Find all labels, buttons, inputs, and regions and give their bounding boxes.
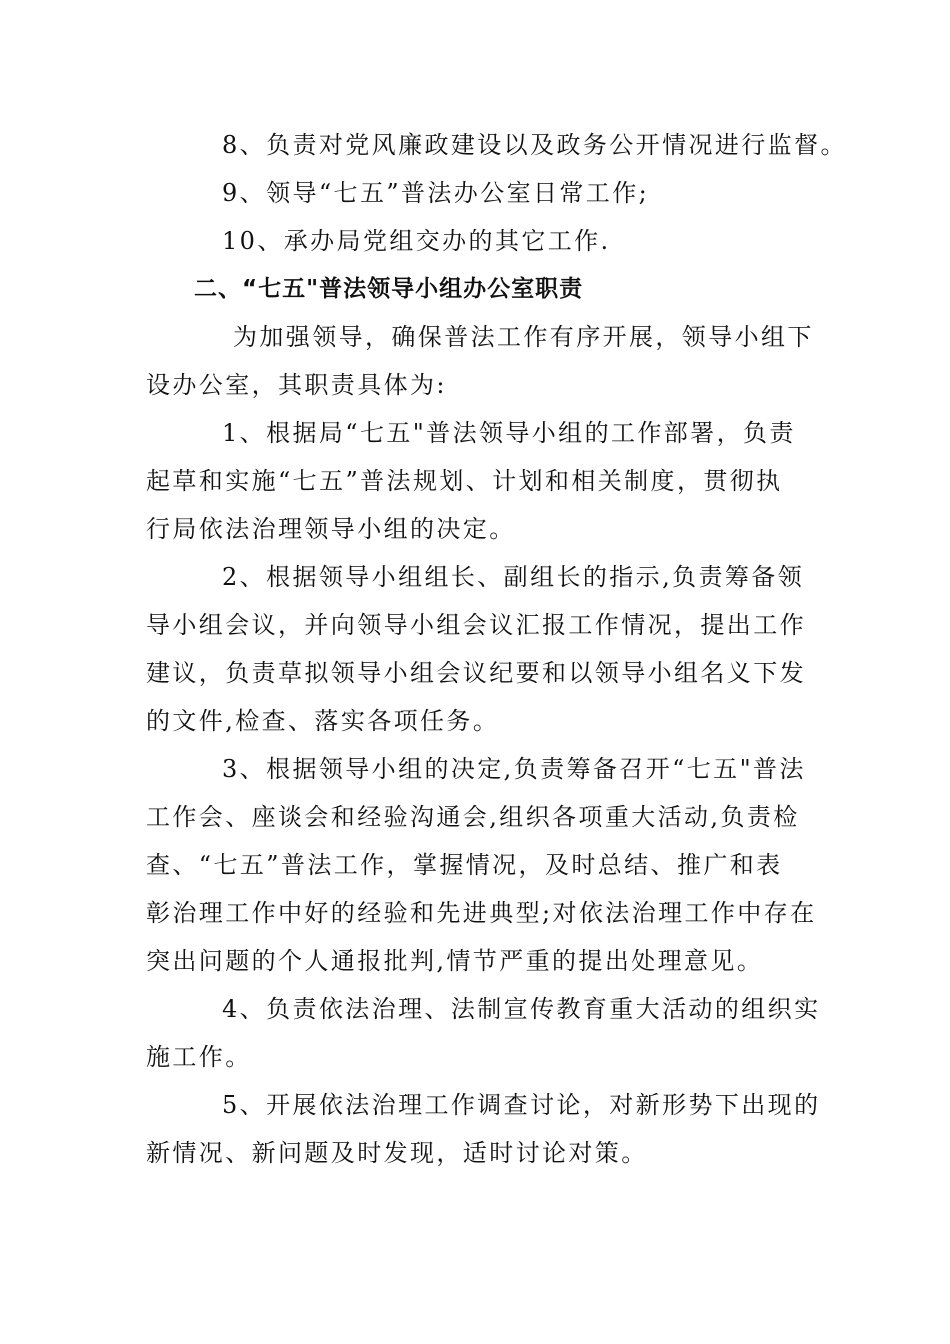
intro-line-2: 设办公室，其职责具体为:	[146, 371, 447, 399]
office-duty-3-line-1: 3、根据领导小组的决定,负责筹备召开“七五"普法	[222, 755, 806, 783]
duty-item-9: 9、领导“七五”普法办公室日常工作;	[222, 179, 650, 207]
office-duty-1-line-2: 起草和实施“七五”普法规划、计划和相关制度，贯彻执	[146, 467, 783, 495]
office-duty-3-line-3: 查、“七五”普法工作，掌握情况，及时总结、推广和表	[146, 851, 783, 879]
office-duty-3-line-2: 工作会、座谈会和经验沟通会,组织各项重大活动,负责检	[146, 803, 800, 831]
office-duty-2-line-4: 的文件,检查、落实各项任务。	[146, 707, 500, 735]
duty-item-8: 8、负责对党风廉政建设以及政务公开情况进行监督。	[222, 131, 847, 159]
office-duty-1-line-3: 行局依法治理领导小组的决定。	[146, 515, 516, 543]
office-duty-5-line-2: 新情况、新问题及时发现，适时讨论对策。	[146, 1139, 648, 1167]
office-duty-3-line-4: 彰治理工作中好的经验和先进典型;对依法治理工作中存在	[146, 899, 817, 927]
office-duty-4-line-1: 4、负责依法治理、法制宣传教育重大活动的组织实	[222, 995, 821, 1023]
office-duty-4-line-2: 施工作。	[146, 1043, 252, 1071]
duty-item-10: 10、承办局党组交办的其它工作.	[222, 227, 611, 255]
intro-line-1: 为加强领导，确保普法工作有序开展，领导小组下	[233, 323, 814, 351]
office-duty-1-line-1: 1、根据局“七五"普法领导小组的工作部署，负责	[222, 419, 796, 447]
office-duty-2-line-3: 建议，负责草拟领导小组会议纪要和以领导小组名义下发	[146, 659, 806, 687]
office-duty-2-line-2: 导小组会议，并向领导小组会议汇报工作情况，提出工作	[146, 611, 806, 639]
office-duty-3-line-5: 突出问题的个人通报批判,情节严重的提出处理意见。	[146, 947, 764, 975]
section-heading: 二、“七五"普法领导小组办公室职责	[194, 276, 584, 302]
office-duty-5-line-1: 5、开展依法治理工作调查讨论，对新形势下出现的	[222, 1091, 821, 1119]
office-duty-2-line-1: 2、根据领导小组组长、副组长的指示,负责筹备领	[222, 563, 805, 591]
